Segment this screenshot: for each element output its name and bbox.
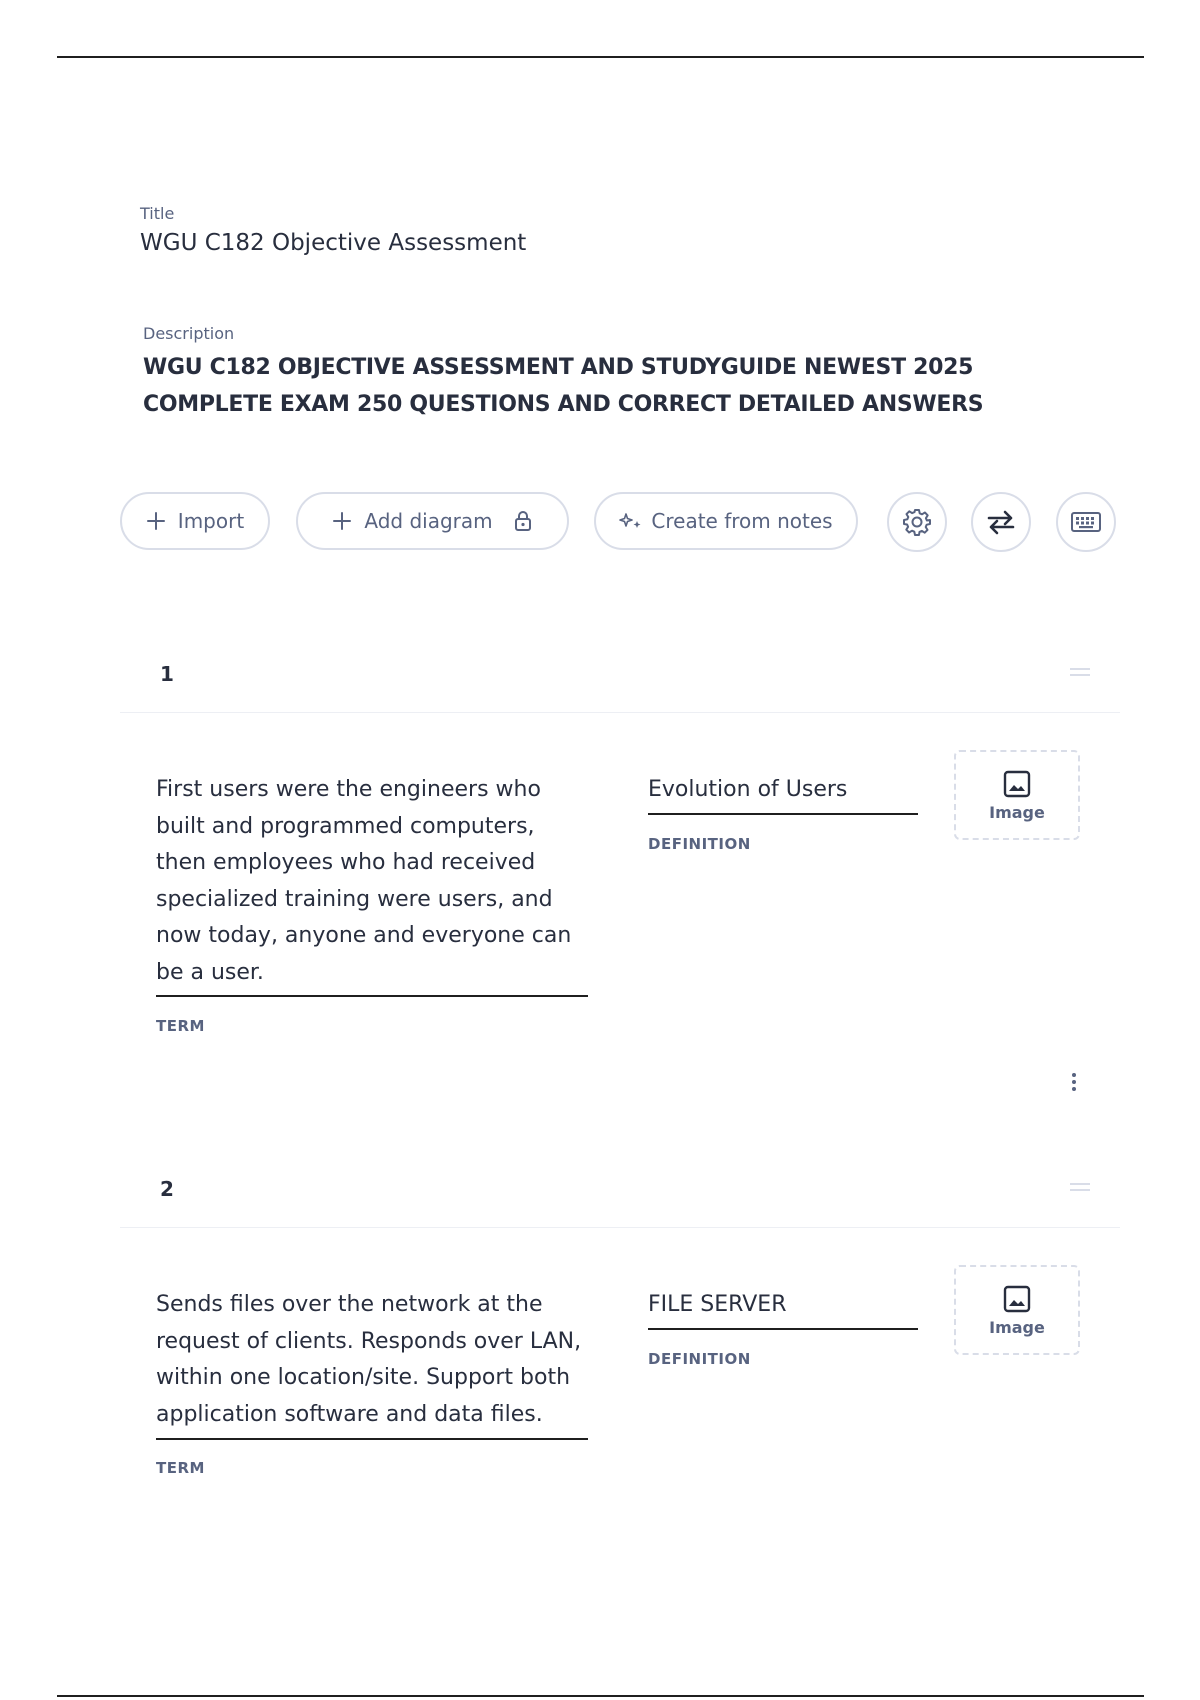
add-image-button[interactable]	[954, 750, 1080, 840]
term-field[interactable]: Sends files over the network at the request of clients. Responds over LAN, within one location/site. Support both application software and data files.	[156, 1292, 582, 1427]
set-description[interactable]: WGU C182 OBJECTIVE ASSESSMENT AND STUDYGUIDE NEWEST 2025 COMPLETE EXAM 250 QUESTIONS AND CORRECT DETAILED ANSWERS	[143, 355, 984, 417]
gear-icon	[902, 507, 932, 537]
definition-underline	[648, 813, 918, 815]
set-title[interactable]: WGU C182 Objective Assessment	[140, 230, 527, 256]
card-divider	[120, 1227, 1120, 1228]
plus-icon	[146, 511, 166, 531]
more-options-icon[interactable]	[1068, 1073, 1080, 1097]
title-label: Title	[140, 204, 175, 223]
term-underline	[156, 995, 588, 997]
image-icon	[1002, 769, 1032, 799]
create-from-notes-button[interactable]	[594, 492, 858, 550]
lock-icon	[513, 510, 533, 532]
term-label: TERM	[156, 1017, 205, 1035]
image-label: Image	[989, 802, 1045, 822]
add-image-button[interactable]	[954, 1265, 1080, 1355]
create-from-notes-label: Create from notes	[651, 509, 833, 533]
keyboard-shortcuts-button[interactable]	[1056, 492, 1116, 552]
definition-label: DEFINITION	[648, 1350, 751, 1368]
import-label: Import	[177, 509, 245, 533]
image-label: Image	[989, 1317, 1045, 1337]
term-field[interactable]: First users were the engineers who built and programmed computers, then employees who had received specialized training were users, and now today, anyone and everyone can be a user.	[156, 777, 572, 985]
description-label: Description	[143, 324, 235, 343]
settings-button[interactable]	[887, 492, 947, 552]
bottom-rule	[57, 1695, 1144, 1697]
definition-field[interactable]: FILE SERVER	[648, 1292, 787, 1317]
swap-button[interactable]	[971, 492, 1031, 552]
drag-handle-icon[interactable]	[1070, 1183, 1090, 1193]
add-diagram-button[interactable]	[296, 492, 569, 550]
keyboard-icon	[1070, 510, 1102, 534]
definition-label: DEFINITION	[648, 835, 751, 853]
definition-underline	[648, 1328, 918, 1330]
top-rule	[57, 56, 1144, 58]
import-button[interactable]	[120, 492, 270, 550]
term-underline	[156, 1438, 588, 1440]
term-label: TERM	[156, 1459, 205, 1477]
add-diagram-label: Add diagram	[364, 509, 493, 533]
plus-icon	[332, 511, 352, 531]
card-number: 1	[160, 662, 174, 686]
card-number: 2	[160, 1177, 174, 1201]
swap-icon	[985, 508, 1017, 536]
card-divider	[120, 712, 1120, 713]
image-icon	[1002, 1284, 1032, 1314]
definition-field[interactable]: Evolution of Users	[648, 777, 848, 802]
sparkle-icon	[619, 511, 643, 531]
drag-handle-icon[interactable]	[1070, 668, 1090, 678]
